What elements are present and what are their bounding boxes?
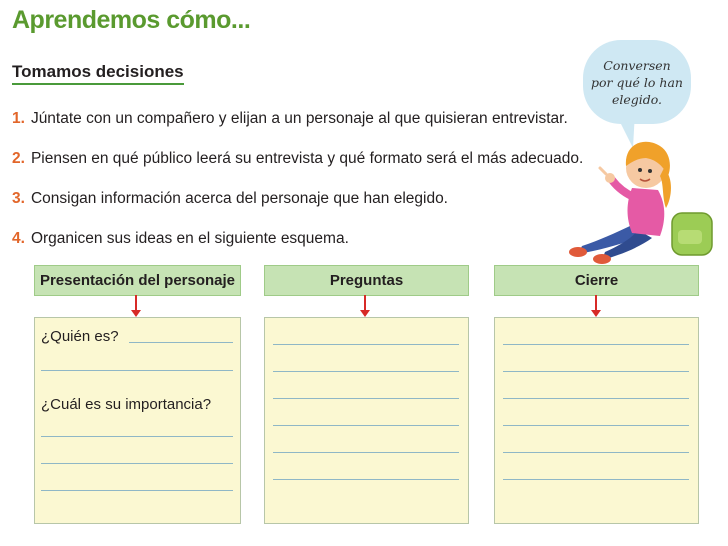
- step-item: [12, 150, 583, 168]
- writing-line[interactable]: [129, 342, 233, 343]
- question-importancia: ¿Cuál es su importancia?: [41, 396, 212, 413]
- step-number: 1.: [12, 110, 25, 127]
- step-number: 2.: [12, 150, 25, 167]
- writing-line[interactable]: [41, 490, 233, 491]
- step-number: 4.: [12, 230, 25, 247]
- writing-line[interactable]: [273, 479, 459, 480]
- bubble-line: por qué lo han: [591, 74, 683, 90]
- column-header-cierre: Cierre: [494, 265, 699, 296]
- writing-line[interactable]: [503, 425, 689, 426]
- step-item: [12, 230, 349, 248]
- column-header-presentacion: Presentación del personaje: [34, 265, 241, 296]
- step-item: [12, 110, 568, 128]
- writing-line[interactable]: [41, 370, 233, 371]
- bubble-line: elegido.: [611, 91, 663, 107]
- bubble-line: Conversen: [603, 57, 671, 73]
- writing-line[interactable]: [503, 344, 689, 345]
- writing-line[interactable]: [41, 463, 233, 464]
- note-box-cierre: [494, 317, 699, 524]
- section-subtitle: Tomamos decisiones: [12, 62, 184, 85]
- down-arrow-icon: [595, 295, 597, 311]
- step-text: Júntate con un compañero y elijan a un personaje al que quisieran entrevistar.: [30, 110, 568, 127]
- writing-line[interactable]: [503, 371, 689, 372]
- step-text: Consigan información acerca del personaje que han elegido.: [30, 190, 448, 207]
- girl-illustration: [560, 118, 720, 268]
- speech-bubble: [583, 40, 691, 124]
- step-text: Organicen sus ideas en el siguiente esquema.: [30, 230, 349, 247]
- step-text: Piensen en qué público leerá su entrevista y qué formato será el más adecuado.: [30, 150, 584, 167]
- writing-line[interactable]: [273, 452, 459, 453]
- column-header-preguntas: Preguntas: [264, 265, 469, 296]
- step-number: 3.: [12, 190, 25, 207]
- writing-line[interactable]: [273, 398, 459, 399]
- writing-line[interactable]: [273, 425, 459, 426]
- writing-line[interactable]: [273, 371, 459, 372]
- writing-line[interactable]: [503, 479, 689, 480]
- step-item: [12, 190, 448, 208]
- down-arrow-icon: [364, 295, 366, 311]
- note-box-presentacion: [34, 317, 241, 524]
- note-box-preguntas: [264, 317, 469, 524]
- writing-line[interactable]: [41, 436, 233, 437]
- writing-line[interactable]: [503, 452, 689, 453]
- writing-line[interactable]: [503, 398, 689, 399]
- question-quien-es: ¿Quién es?: [41, 328, 119, 345]
- writing-line[interactable]: [273, 344, 459, 345]
- page-title: Aprendemos cómo...: [12, 6, 251, 34]
- down-arrow-icon: [135, 295, 137, 311]
